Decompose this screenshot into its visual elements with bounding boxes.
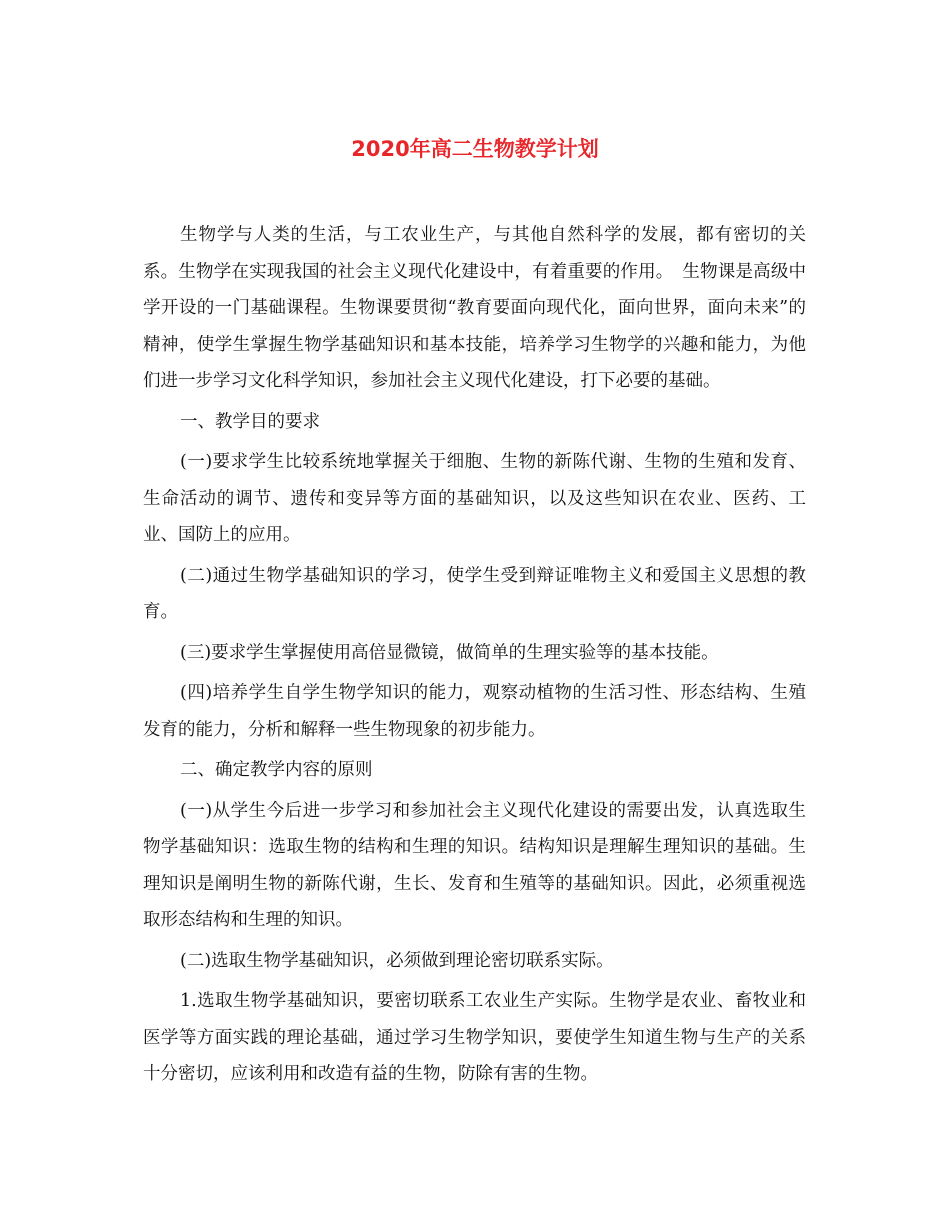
- document-body: [143, 217, 806, 1097]
- objective-item-3: (三)要求学生掌握使用高倍显微镜，做简单的生理实验等的基本技能。: [180, 642, 719, 663]
- objective-item-2: (二)通过生物学基础知识的学习，使学生受到辩证唯物主义和爱国主义思想的教育。: [143, 565, 806, 622]
- objective-item-1: (一)要求学生比较系统地掌握关于细胞、生物的新陈代谢、生物的生殖和发育、生命活动的调节、遗传和变异等方面的基础知识，以及这些知识在农业、医药、工业、国防上的应用。: [143, 452, 806, 545]
- principle-item-1: (一)从学生今后进一步学习和参加社会主义现代化建设的需要出发，认真选取生物学基础知识：选取生物的结构和生理的知识。结构知识是理解生理知识的基础。生理知识是阐明生物的新陈代谢，生长、发育和生殖等的基础知识。因此，必须重视选取形态结构和生理的知识。: [143, 800, 806, 930]
- objective-item-4: (四)培养学生自学生物学知识的能力，观察动植物的生活习性、形态结构、生殖发育的能力，分析和解释一些生物现象的初步能力。: [143, 683, 806, 740]
- intro-paragraph: 生物学与人类的生活，与工农业生产，与其他自然科学的发展，都有密切的关系。生物学在实现我国的社会主义现代化建设中，有着重要的作用。 生物课是高级中学开设的一门基础课程。生物课要贯彻“教育要面向现代化，面向世界，面向未来”的精神，使学生掌握生物学基础知识和基本技能，培养学习生物学的兴趣和能力，为他们进一步学习文化科学知识，参加社会主义现代化建设，打下必要的基础。: [143, 225, 806, 391]
- section-heading-principles: 二、确定教学内容的原则: [180, 760, 373, 780]
- section-heading-objectives: 一、教学目的要求: [180, 411, 320, 432]
- principle-subitem-1: 1.选取生物学基础知识，要密切联系工农业生产实际。生物学是农业、畜牧业和医学等方面实践的理论基础，通过学习生物学知识，要使学生知道生物与生产的关系十分密切，应该利用和改造有益的生物，防除有害的生物。: [143, 991, 806, 1084]
- document-title: 2020年高二生物教学计划: [351, 137, 599, 161]
- principle-item-2: (二)选取生物学基础知识，必须做到理论密切联系实际。: [180, 950, 614, 971]
